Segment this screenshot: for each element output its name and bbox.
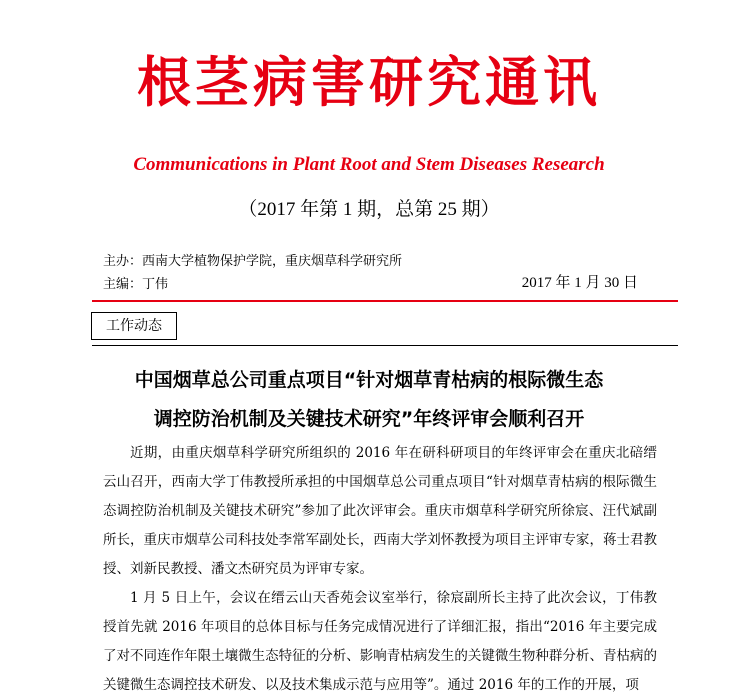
red-divider <box>92 300 678 302</box>
english-subtitle: Communications in Plant Root and Stem Diseases Research <box>133 154 605 175</box>
editor-line: 主编：丁伟 <box>103 277 169 292</box>
masthead-title: 根茎病害研究通讯 <box>137 50 601 114</box>
article-paragraph-1: 近期，由重庆烟草科学研究所组织的 2016 年在研科研项目的年终评审会在重庆北碚缙云山召开，西南大学丁伟教授所承担的中国烟草总公司重点项目“针对烟草青枯病的根际微生态调控防治机制及关键技术研究”参加了此次评审会。重庆市烟草科学研究所徐宸、汪代斌副所长，重庆市烟草公司科技处李常军副处长，西南大学刘怀教授为项目主评审专家，蒋士君教授、刘新民教授、潘文杰研究员为评审专家。 <box>103 445 657 577</box>
article-paragraph-2: 1 月 5 日上午，会议在缙云山天香苑会议室举行，徐宸副所长主持了此次会议，丁伟教授首先就 2016 年项目的总体目标与任务完成情况进行了详细汇报，指出“2016 年主要完成了对不同连作年限土壤微生态特征的分析、影响青枯病发生的关键微生物种群分析、青枯病的关键微生态调控技术研发、以及技术集成示范与应用等”。通过 2016 年的工作的开展，项 <box>103 590 657 693</box>
publish-date: 2017 年 1 月 30 日 <box>521 275 638 291</box>
article-body <box>103 439 657 700</box>
sponsor-line: 主办：西南大学植物保护学院，重庆烟草科学研究所 <box>103 254 403 269</box>
section-divider <box>92 345 678 346</box>
section-label: 工作动态 <box>91 312 177 340</box>
article-title-line-1: 中国烟草总公司重点项目“针对烟草青枯病的根际微生态 <box>134 369 604 391</box>
issue-number: （2017 年第 1 期，总第 25 期） <box>238 199 500 220</box>
article-title-line-2: 调控防治机制及关键技术研究”年终评审会顺利召开 <box>153 408 585 430</box>
